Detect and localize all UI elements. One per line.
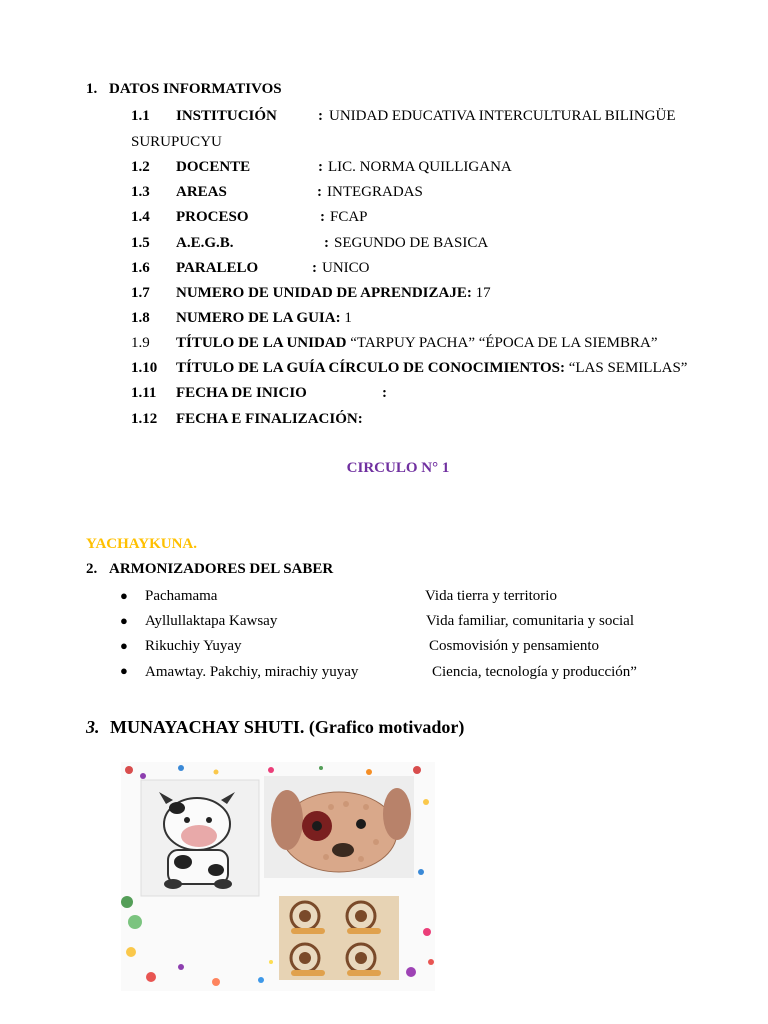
row-number: 1.9: [131, 335, 150, 351]
section-2-heading: [86, 561, 333, 578]
row-separator: :: [317, 184, 322, 200]
row-separator: :: [320, 209, 325, 225]
row-separator: :: [312, 260, 317, 276]
row-value: FCAP: [330, 209, 368, 225]
row-number: 1.7: [131, 285, 150, 301]
row-label: AREAS: [176, 184, 227, 200]
row-1-9-line: [176, 334, 658, 352]
row-value: “TARPUY PACHA” “ÉPOCA DE LA SIEMBRA”: [350, 335, 658, 351]
row-label: FECHA DE INICIO: [176, 385, 307, 401]
row-separator: :: [318, 108, 323, 124]
row-number: 1.6: [131, 260, 150, 276]
row-value: INTEGRADAS: [327, 184, 423, 200]
row-number: 1.8: [131, 310, 150, 326]
list-item-left: Amawtay. Pakchiy, mirachiy yuyay: [145, 664, 359, 680]
row-label: NUMERO DE UNIDAD DE APRENDIZAJE:: [176, 285, 472, 301]
list-item-left: Rikuchiy Yuyay: [145, 638, 242, 654]
row-1-8-line: [176, 309, 352, 327]
row-number: 1.4: [131, 209, 150, 225]
section-1-title: DATOS INFORMATIVOS: [109, 81, 282, 97]
row-value: UNICO: [322, 260, 370, 276]
row-value: LIC. NORMA QUILLIGANA: [328, 159, 512, 175]
row-separator: :: [324, 235, 329, 251]
row-value: UNIDAD EDUCATIVA INTERCULTURAL BILINGÜE: [329, 108, 676, 124]
row-label: TÍTULO DE LA GUÍA CÍRCULO DE CONOCIMIENTOS:: [176, 360, 565, 376]
row-number: 1.10: [131, 360, 158, 376]
row-separator: :: [335, 310, 341, 326]
row-1-7-line: [176, 284, 491, 302]
row-separator: :: [318, 159, 323, 175]
bullet-icon: ●: [120, 663, 128, 678]
list-item-right: Vida tierra y territorio: [425, 588, 557, 604]
section-1-number: 1.: [86, 81, 98, 97]
row-number: 1.3: [131, 184, 150, 200]
section-2-number: 2.: [86, 561, 98, 577]
bullet-icon: ●: [120, 613, 128, 628]
row-label: NUMERO DE LA GUIA: [176, 310, 336, 326]
row-number: 1.12: [131, 411, 158, 427]
row-value: 17: [475, 285, 491, 301]
collage-illustration: [121, 762, 435, 991]
bullet-icon: ●: [120, 638, 128, 653]
row-label: TÍTULO DE LA UNIDAD: [176, 335, 347, 351]
row-value: SEGUNDO DE BASICA: [334, 235, 489, 251]
circulo-heading: CIRCULO N° 1: [346, 460, 450, 476]
list-item-right: Ciencia, tecnología y producción”: [432, 664, 637, 680]
motivational-collage-image: [121, 762, 435, 991]
row-1-1: [131, 107, 150, 125]
row-1-10-line: [176, 359, 687, 377]
row-value: “LAS SEMILLAS”: [568, 360, 688, 376]
list-item-left: Pachamama: [145, 588, 218, 604]
row-label: A.E.G.B.: [176, 235, 234, 251]
row-number: 1.5: [131, 235, 150, 251]
section-1-heading: [86, 81, 282, 98]
row-number: 1.2: [131, 159, 150, 175]
section-3-title: MUNAYACHAY SHUTI. (Grafico motivador): [110, 717, 465, 737]
row-number: 1.1: [131, 108, 150, 124]
row-separator: :: [382, 385, 387, 401]
bullet-icon: ●: [120, 588, 128, 603]
list-item-left: Ayllullaktapa Kawsay: [145, 613, 278, 629]
row-value: 1: [344, 310, 352, 326]
row-label: FECHA E FINALIZACIÓN:: [176, 411, 363, 427]
list-item-right: Cosmovisión y pensamiento: [429, 638, 599, 654]
yachaykuna-heading: YACHAYKUNA.: [86, 536, 197, 552]
row-label: DOCENTE: [176, 159, 251, 175]
section-3-heading: [86, 717, 464, 738]
row-label: PARALELO: [176, 260, 259, 276]
row-number: 1.11: [131, 385, 157, 401]
row-value-continuation: SURUPUCYU: [131, 134, 222, 150]
section-2-title: ARMONIZADORES DEL SABER: [109, 561, 334, 577]
list-item-right: Vida familiar, comunitaria y social: [426, 613, 635, 629]
row-label: PROCESO: [176, 209, 249, 225]
section-3-number: 3.: [86, 717, 100, 737]
row-label: INSTITUCIÓN: [176, 108, 277, 124]
